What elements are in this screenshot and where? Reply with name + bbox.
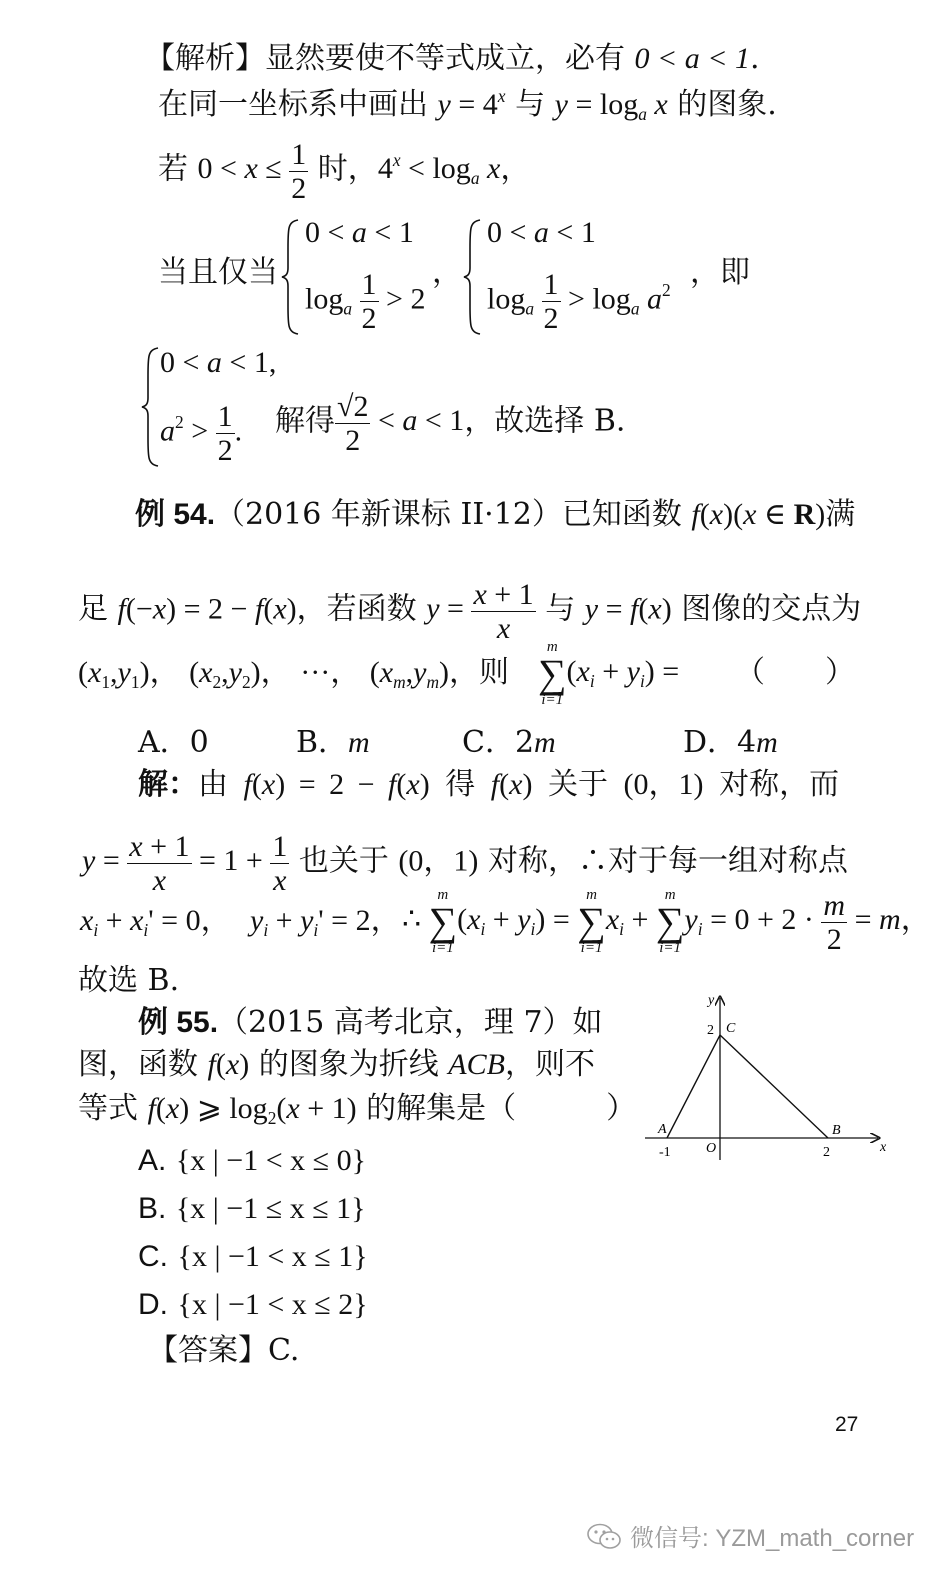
ex54-line-3 <box>78 655 510 693</box>
math-exp-func: $y = 4^x$ <box>437 86 506 122</box>
text: ，故选择 B. <box>464 403 626 439</box>
ex55-option-c <box>138 1242 368 1272</box>
ex54-solution-1 <box>138 767 840 802</box>
ex54-option-a <box>138 725 209 760</box>
ex55-option-b <box>138 1194 366 1224</box>
left-brace-2 <box>462 218 486 336</box>
system3-row1: 0 < a < 1, <box>160 346 277 379</box>
text: 得 <box>429 767 491 802</box>
math-fx-domain: f(x)(x ∈ R) <box>691 498 826 531</box>
option-set: {x | −1 < x ≤ 1} <box>177 1240 368 1273</box>
ex54-label: 例 54. <box>135 498 216 531</box>
math-point-m: $(x_m,y_m)$ <box>369 656 450 693</box>
text: 在同一坐标系中画出 <box>158 87 438 123</box>
text: 由 <box>198 767 244 802</box>
ex55-label: 例 55. <box>138 1006 219 1039</box>
solution-intro-text: 【解析】显然要使不等式成立，必有 <box>145 41 635 76</box>
math-point-01: (0，1) <box>623 768 704 801</box>
text: 的解集是（ ） <box>356 1091 637 1126</box>
tick-neg1: -1 <box>659 1145 671 1160</box>
therefore-symbol: ∴ <box>402 902 422 936</box>
math-acb: ACB <box>448 1048 505 1081</box>
polyline-acb <box>667 1035 828 1138</box>
text: 与 <box>505 87 555 123</box>
text: 若 <box>158 151 198 187</box>
text: 解得 <box>275 403 335 439</box>
text: 对称，∴对于每一组对称点 <box>478 843 848 879</box>
math-symmetry-eq: f(−x) = 2 − f(x) <box>117 592 297 626</box>
watermark <box>586 1518 914 1553</box>
math-fx-relation: f(x) = 2 − f(x) <box>243 768 430 801</box>
option-d-text: D．4 <box>683 725 757 760</box>
solution-line-2 <box>158 88 777 124</box>
ex55-option-d <box>138 1290 368 1320</box>
math-a-range: 0 < a < 1 <box>634 42 751 75</box>
ex54-option-d <box>683 725 778 760</box>
math-x-sum: $x_i + x_i' = 0$， <box>80 904 231 941</box>
math-fx-55: f(x) <box>207 1048 250 1081</box>
ex55-option-a <box>138 1146 366 1176</box>
ex54-line-1 <box>135 497 856 532</box>
text: ，则 <box>449 655 510 690</box>
wechat-icon <box>586 1522 622 1550</box>
text: ，若函数 <box>296 591 427 627</box>
math-y-fx: y = f(x) <box>584 592 672 626</box>
page-number: 27 <box>835 1413 859 1436</box>
system2-row1: 0 < a < 1 <box>487 216 596 249</box>
text: 也关于 <box>289 843 399 879</box>
tick-2-y: 2 <box>707 1023 714 1038</box>
origin-label: O <box>706 1141 717 1156</box>
ex54-answer: 故选 B. <box>78 963 180 998</box>
text: ，则不 <box>504 1047 595 1082</box>
ex55-line-1 <box>138 1005 603 1040</box>
text: 与 <box>535 591 585 627</box>
option-letter: A. <box>138 1144 167 1177</box>
system2-row2: $\log_a$ $\frac{1}{2}$ > $\log_a a^2$ <box>487 268 671 335</box>
watermark-text: 微信号: YZM_math_corner <box>630 1525 915 1552</box>
left-brace-1 <box>280 218 304 336</box>
polyline-graph <box>640 988 890 1168</box>
comma: ， <box>330 655 361 690</box>
ex54-solution-2 <box>82 830 848 897</box>
math-sum-result: ∴ m ∑ i=1 $(x_i + y_i)$ = m ∑ i=1 $x_i$ + m ∑ i=1 $y_i = 0 + 2$ · $\frac{m}{2}$ = m， <box>402 887 931 956</box>
point-a-label: A <box>658 1122 667 1137</box>
comma: ， <box>432 255 462 290</box>
ex54-source: （2016 年新课标 II·12）已知函数 <box>215 497 692 532</box>
text-ji: ，即 <box>690 255 750 290</box>
option-c-math: m <box>534 726 556 759</box>
x-axis-label: x <box>880 1140 887 1155</box>
ex54-line-2 <box>78 578 861 645</box>
math-point-01-b: (0，1) <box>398 844 479 878</box>
math-fx: f(x) <box>490 768 533 801</box>
text: 对称，而 <box>703 767 840 802</box>
math-final-range: $\frac{√2}{2}$ < a < 1 <box>337 390 465 457</box>
period: . <box>750 41 760 76</box>
math-rational-decomp: y = $\frac{x + 1}{x}$ = 1 + $\frac{1}{x}$ <box>82 830 288 897</box>
system1-row2: $\log_a$ $\frac{1}{2}$ > 2 <box>305 268 426 335</box>
math-log-func: $y = \log_a x$ <box>554 88 668 125</box>
text: 的图象. <box>667 87 777 123</box>
ex55-line-2 <box>78 1047 595 1082</box>
option-c-text: C．2 <box>462 725 535 760</box>
system1-row1: 0 < a < 1 <box>305 216 414 249</box>
text: 图，函数 <box>78 1047 208 1082</box>
text: 的图象为折线 <box>249 1047 449 1082</box>
ex54-option-b <box>296 725 370 760</box>
option-letter: B. <box>138 1192 167 1225</box>
text: 图像的交点为 <box>671 591 862 627</box>
option-set: {x | −1 < x ≤ 2} <box>177 1288 368 1321</box>
math-ellipsis: ··· <box>300 656 331 689</box>
math-y-sum: $y_i + y_i' = 2$， <box>250 904 401 941</box>
option-d-math: m <box>756 726 778 759</box>
point-b-label: B <box>832 1123 841 1138</box>
option-letter: D. <box>138 1288 168 1321</box>
comma: ， <box>149 655 180 690</box>
point-c-label: C <box>726 1021 736 1036</box>
math-rational-func: y = $\frac{x + 1}{x}$ <box>426 578 534 645</box>
comma: ， <box>260 655 291 690</box>
ex55-line-3 <box>78 1091 637 1129</box>
text: 足 <box>78 591 118 627</box>
solution-line-3 <box>158 138 530 205</box>
ex55-source: （2015 高考北京，理 7）如 <box>218 1005 603 1040</box>
text: 时， <box>308 151 378 187</box>
system3-row2: $a^2$ > $\frac{1}{2}$ . <box>160 400 243 467</box>
solution-line-5 <box>275 390 625 457</box>
math-inequality: $4^x < \log_a x$ <box>377 150 501 189</box>
ex54-solution-3 <box>80 906 231 939</box>
math-log-inequality: f(x) ⩾ $\log_2(x + 1)$ <box>147 1092 357 1129</box>
text: 关于 <box>532 767 624 802</box>
option-b-text: B． <box>296 725 349 760</box>
text: 满 <box>825 497 856 532</box>
text: 等式 <box>78 1091 148 1126</box>
option-set: {x | −1 ≤ x ≤ 1} <box>175 1192 366 1225</box>
option-a-text: A．0 <box>138 725 209 760</box>
text: ， <box>500 151 531 187</box>
math-point-2: $(x_2,y_2)$ <box>189 656 261 693</box>
ex55-answer: 【答案】C. <box>148 1333 300 1368</box>
math-sum-question: m ∑ i=1 $(x_i + y_i)$ = <box>538 639 680 708</box>
math-point-1: $(x_1,y_1)$ <box>78 656 150 693</box>
option-b-math: m <box>348 726 370 759</box>
solution-line-1 <box>145 41 760 76</box>
option-set: {x | −1 < x ≤ 0} <box>175 1144 367 1177</box>
jie-label: 解： <box>138 767 198 802</box>
option-letter: C. <box>138 1240 168 1273</box>
ex54-option-c <box>462 725 556 760</box>
tick-2-x: 2 <box>823 1145 830 1160</box>
y-axis-label: y <box>708 993 715 1008</box>
answer-blank: （ ） <box>735 655 855 690</box>
text-dangqie: 当且仅当 <box>158 255 278 290</box>
math-x-range: 0 < x ≤ $\frac{1}{2}$ <box>197 138 307 205</box>
